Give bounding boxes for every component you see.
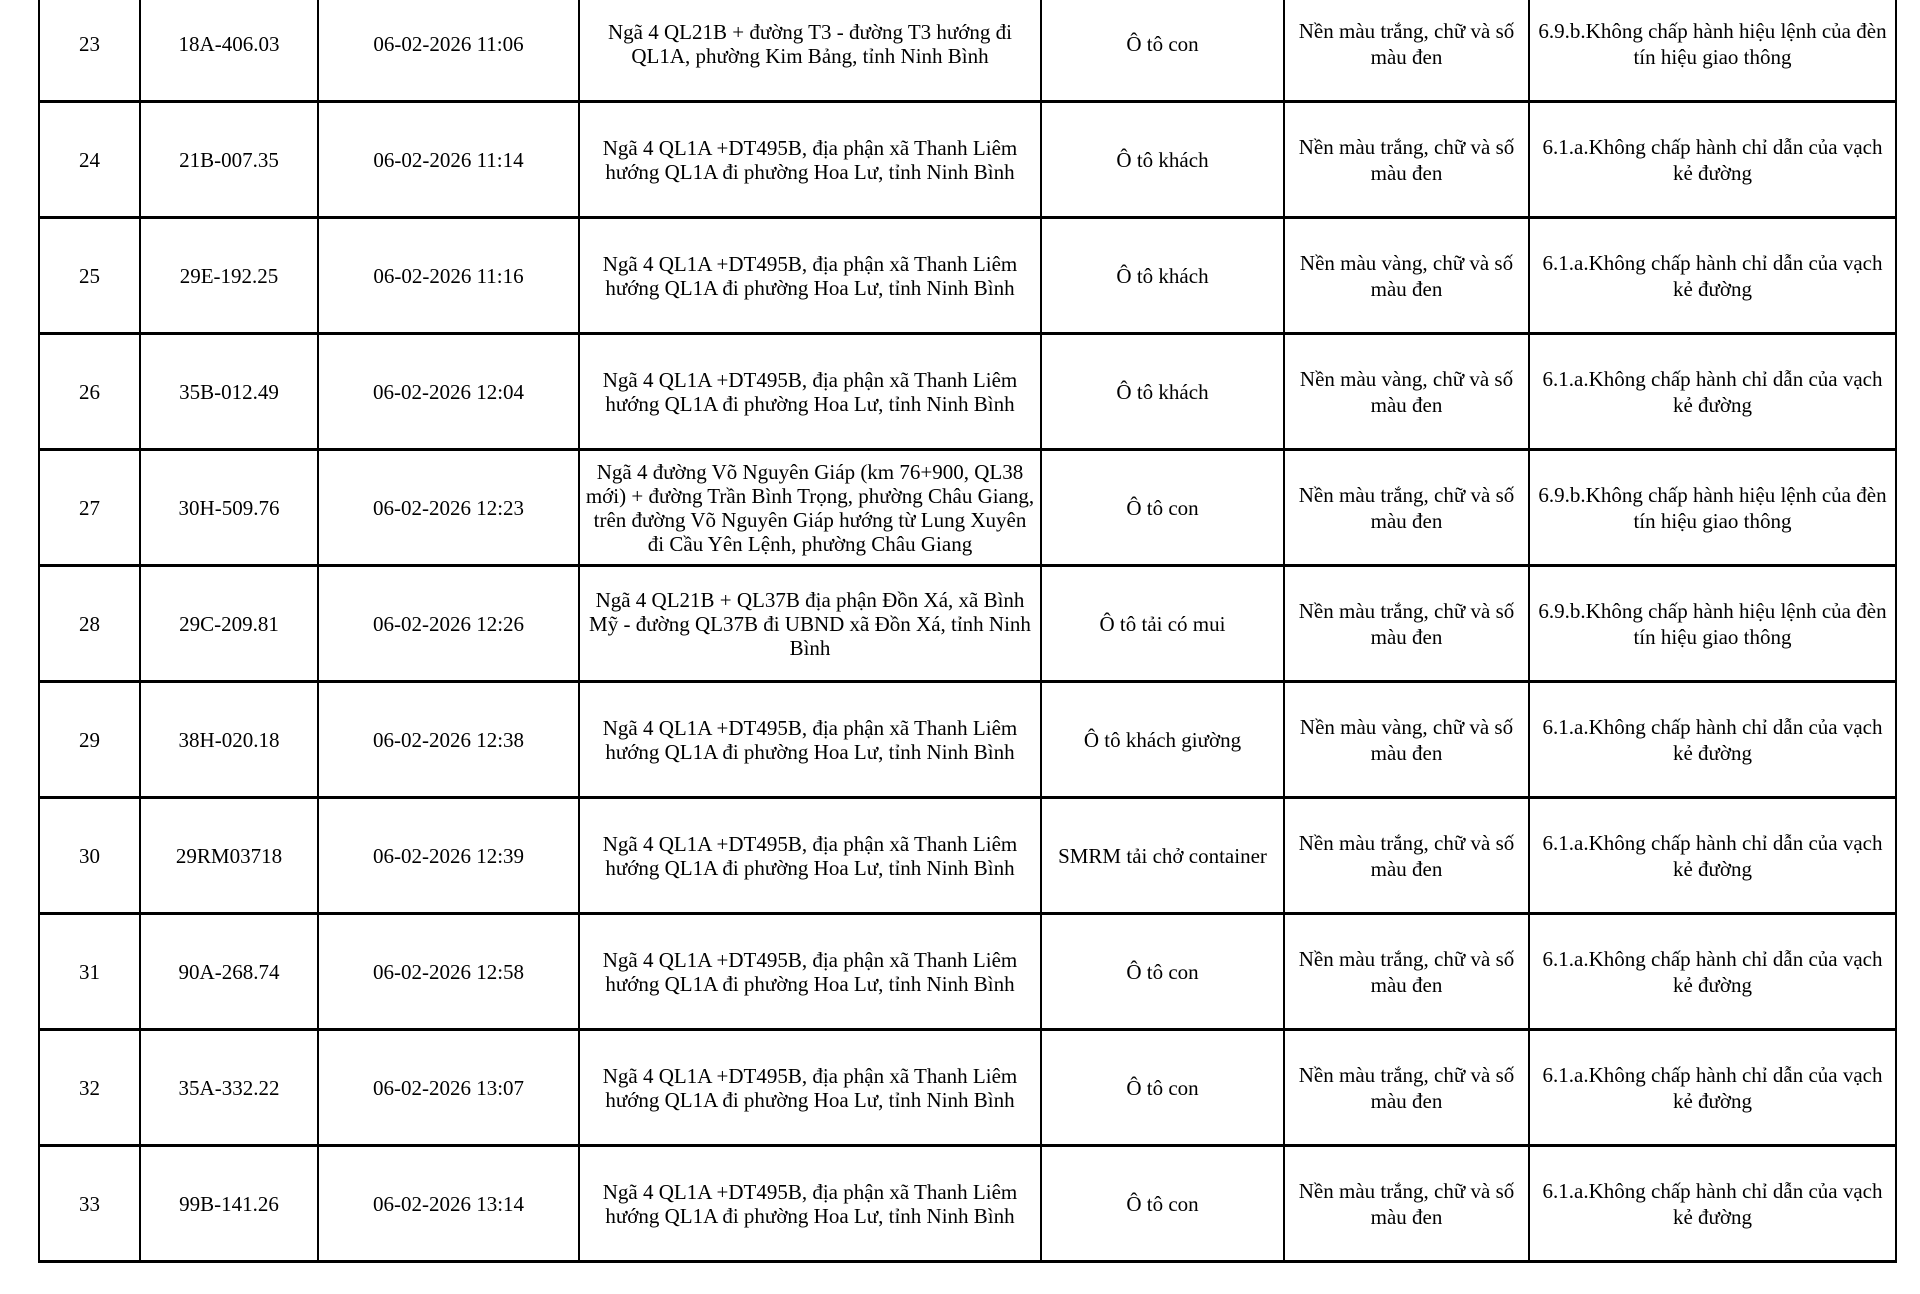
cell-plate-number <box>140 798 318 914</box>
table-row <box>39 0 1896 102</box>
vehicle-type: SMRM tải chở container <box>1058 843 1267 868</box>
vehicle-type: Ô tô con <box>1126 31 1199 56</box>
row-index: 33 <box>79 1191 100 1216</box>
violation-datetime: 06-02-2026 12:26 <box>372 611 525 636</box>
plate-color-description: Nền màu trắng, chữ và số màu đen <box>1298 830 1515 881</box>
cell-location <box>579 450 1041 566</box>
cell-stt <box>39 0 140 102</box>
cell-location <box>579 0 1041 102</box>
violation-datetime: 06-02-2026 12:58 <box>372 959 525 984</box>
cell-vehicle-type <box>1041 914 1284 1030</box>
violation-description: 6.9.b.Không chấp hành hiệu lệnh của đèn tín hiệu giao thông <box>1538 598 1887 649</box>
cell-datetime <box>318 450 579 566</box>
cell-violation <box>1529 682 1896 798</box>
vehicle-type: Ô tô con <box>1126 495 1199 520</box>
vehicle-type: Ô tô con <box>1126 1075 1199 1100</box>
row-index: 28 <box>79 611 100 636</box>
cell-vehicle-type <box>1041 0 1284 102</box>
table-row <box>39 450 1896 566</box>
cell-stt <box>39 334 140 450</box>
plate-number: 35B-012.49 <box>179 379 279 404</box>
violation-datetime: 06-02-2026 13:14 <box>372 1191 525 1216</box>
violation-description: 6.1.a.Không chấp hành chỉ dẫn của vạch kẻ đường <box>1542 366 1883 417</box>
cell-location <box>579 218 1041 334</box>
table-row <box>39 682 1896 798</box>
plate-number: 99B-141.26 <box>179 1191 279 1216</box>
row-index: 24 <box>79 147 100 172</box>
violation-description: 6.9.b.Không chấp hành hiệu lệnh của đèn tín hiệu giao thông <box>1538 18 1887 69</box>
row-index: 23 <box>79 31 100 56</box>
row-index: 27 <box>79 495 100 520</box>
violation-datetime: 06-02-2026 12:39 <box>372 843 525 868</box>
violation-description: 6.1.a.Không chấp hành chỉ dẫn của vạch kẻ đường <box>1542 946 1883 997</box>
cell-violation <box>1529 218 1896 334</box>
violation-location: Ngã 4 QL1A +DT495B, địa phận xã Thanh Liêm hướng QL1A đi phường Hoa Lư, tỉnh Ninh Bình <box>602 1063 1018 1112</box>
plate-number: 38H-020.18 <box>178 727 280 752</box>
cell-plate-number <box>140 102 318 218</box>
cell-plate-number <box>140 218 318 334</box>
cell-vehicle-type <box>1041 102 1284 218</box>
violations-table <box>38 0 1897 1263</box>
violation-description: 6.1.a.Không chấp hành chỉ dẫn của vạch kẻ đường <box>1542 1178 1883 1229</box>
cell-plate-color <box>1284 334 1529 450</box>
violation-datetime: 06-02-2026 12:04 <box>372 379 525 404</box>
violation-location: Ngã 4 đường Võ Nguyên Giáp (km 76+900, QL38 mới) + đường Trần Bình Trọng, phường Châu Giang, trên đường Võ Nguyên Giáp hướng từ Lung Xuyên đi Cầu Yên Lệnh, phường Châu Giang <box>585 459 1035 556</box>
table-row <box>39 102 1896 218</box>
cell-plate-number <box>140 450 318 566</box>
cell-violation <box>1529 798 1896 914</box>
cell-stt <box>39 1030 140 1146</box>
plate-color-description: Nền màu vàng, chữ và số màu đen <box>1299 250 1514 301</box>
cell-vehicle-type <box>1041 566 1284 682</box>
plate-number: 90A-268.74 <box>178 959 280 984</box>
cell-violation <box>1529 334 1896 450</box>
violation-location: Ngã 4 QL1A +DT495B, địa phận xã Thanh Liêm hướng QL1A đi phường Hoa Lư, tỉnh Ninh Bình <box>602 831 1018 880</box>
violation-location: Ngã 4 QL1A +DT495B, địa phận xã Thanh Liêm hướng QL1A đi phường Hoa Lư, tỉnh Ninh Bình <box>602 367 1018 416</box>
vehicle-type: Ô tô khách <box>1116 263 1209 288</box>
cell-location <box>579 682 1041 798</box>
table-row <box>39 566 1896 682</box>
cell-violation <box>1529 1030 1896 1146</box>
cell-violation <box>1529 1146 1896 1262</box>
row-index: 31 <box>79 959 100 984</box>
violation-description: 6.9.b.Không chấp hành hiệu lệnh của đèn tín hiệu giao thông <box>1538 482 1887 533</box>
table-row <box>39 334 1896 450</box>
cell-stt <box>39 798 140 914</box>
violation-datetime: 06-02-2026 12:38 <box>372 727 525 752</box>
cell-plate-number <box>140 1146 318 1262</box>
cell-plate-number <box>140 682 318 798</box>
violation-location: Ngã 4 QL1A +DT495B, địa phận xã Thanh Liêm hướng QL1A đi phường Hoa Lư, tỉnh Ninh Bình <box>602 715 1018 764</box>
plate-number: 29RM03718 <box>175 843 283 868</box>
plate-color-description: Nền màu trắng, chữ và số màu đen <box>1298 598 1515 649</box>
cell-violation <box>1529 0 1896 102</box>
cell-plate-number <box>140 914 318 1030</box>
plate-color-description: Nền màu trắng, chữ và số màu đen <box>1298 1062 1515 1113</box>
cell-stt <box>39 218 140 334</box>
violation-location: Ngã 4 QL1A +DT495B, địa phận xã Thanh Liêm hướng QL1A đi phường Hoa Lư, tỉnh Ninh Bình <box>602 947 1018 996</box>
cell-datetime <box>318 0 579 102</box>
cell-plate-number <box>140 1030 318 1146</box>
vehicle-type: Ô tô khách <box>1116 379 1209 404</box>
cell-plate-color <box>1284 102 1529 218</box>
violation-datetime: 06-02-2026 11:06 <box>373 31 524 56</box>
cell-violation <box>1529 914 1896 1030</box>
table-row <box>39 1146 1896 1262</box>
cell-vehicle-type <box>1041 450 1284 566</box>
cell-violation <box>1529 102 1896 218</box>
cell-plate-number <box>140 566 318 682</box>
vehicle-type: Ô tô khách giường <box>1083 727 1242 752</box>
cell-vehicle-type <box>1041 798 1284 914</box>
cell-plate-color <box>1284 0 1529 102</box>
plate-number: 18A-406.03 <box>178 31 280 56</box>
cell-location <box>579 798 1041 914</box>
cell-datetime <box>318 1030 579 1146</box>
plate-color-description: Nền màu vàng, chữ và số màu đen <box>1299 714 1514 765</box>
vehicle-type: Ô tô con <box>1126 959 1199 984</box>
cell-stt <box>39 102 140 218</box>
violation-location: Ngã 4 QL1A +DT495B, địa phận xã Thanh Liêm hướng QL1A đi phường Hoa Lư, tỉnh Ninh Bình <box>602 251 1018 300</box>
cell-plate-color <box>1284 1146 1529 1262</box>
cell-datetime <box>318 798 579 914</box>
plate-color-description: Nền màu trắng, chữ và số màu đen <box>1298 134 1515 185</box>
violation-datetime: 06-02-2026 12:23 <box>372 495 525 520</box>
cell-vehicle-type <box>1041 218 1284 334</box>
plate-number: 29C-209.81 <box>179 611 279 636</box>
plate-number: 21B-007.35 <box>179 147 279 172</box>
vehicle-type: Ô tô con <box>1126 1191 1199 1216</box>
cell-stt <box>39 566 140 682</box>
vehicle-type: Ô tô khách <box>1116 147 1209 172</box>
cell-plate-color <box>1284 450 1529 566</box>
table-row <box>39 914 1896 1030</box>
cell-stt <box>39 1146 140 1262</box>
plate-number: 29E-192.25 <box>179 263 279 288</box>
violation-datetime: 06-02-2026 11:16 <box>373 263 524 288</box>
plate-color-description: Nền màu trắng, chữ và số màu đen <box>1298 946 1515 997</box>
cell-stt <box>39 914 140 1030</box>
cell-plate-number <box>140 0 318 102</box>
plate-color-description: Nền màu vàng, chữ và số màu đen <box>1299 366 1514 417</box>
row-index: 25 <box>79 263 100 288</box>
table-row <box>39 1030 1896 1146</box>
cell-stt <box>39 450 140 566</box>
plate-color-description: Nền màu trắng, chữ và số màu đen <box>1298 1178 1515 1229</box>
cell-datetime <box>318 1146 579 1262</box>
cell-datetime <box>318 334 579 450</box>
plate-color-description: Nền màu trắng, chữ và số màu đen <box>1298 18 1515 69</box>
cell-plate-number <box>140 334 318 450</box>
cell-location <box>579 1146 1041 1262</box>
table-row <box>39 218 1896 334</box>
cell-location <box>579 914 1041 1030</box>
cell-plate-color <box>1284 1030 1529 1146</box>
cell-datetime <box>318 682 579 798</box>
cell-plate-color <box>1284 218 1529 334</box>
plate-color-description: Nền màu trắng, chữ và số màu đen <box>1298 482 1515 533</box>
cell-location <box>579 102 1041 218</box>
violation-description: 6.1.a.Không chấp hành chỉ dẫn của vạch kẻ đường <box>1542 134 1883 185</box>
cell-stt <box>39 682 140 798</box>
violation-description: 6.1.a.Không chấp hành chỉ dẫn của vạch kẻ đường <box>1542 1062 1883 1113</box>
cell-vehicle-type <box>1041 1146 1284 1262</box>
row-index: 32 <box>79 1075 100 1100</box>
table-row <box>39 798 1896 914</box>
cell-vehicle-type <box>1041 1030 1284 1146</box>
row-index: 30 <box>79 843 100 868</box>
violation-location: Ngã 4 QL21B + QL37B địa phận Đồn Xá, xã Bình Mỹ - đường QL37B đi UBND xã Đồn Xá, tỉnh Ninh Bình <box>589 587 1031 660</box>
row-index: 26 <box>79 379 100 404</box>
cell-plate-color <box>1284 914 1529 1030</box>
cell-location <box>579 334 1041 450</box>
cell-violation <box>1529 450 1896 566</box>
cell-location <box>579 1030 1041 1146</box>
violation-description: 6.1.a.Không chấp hành chỉ dẫn của vạch kẻ đường <box>1542 830 1883 881</box>
cell-datetime <box>318 102 579 218</box>
cell-plate-color <box>1284 566 1529 682</box>
row-index: 29 <box>79 727 100 752</box>
cell-plate-color <box>1284 798 1529 914</box>
violation-location: Ngã 4 QL1A +DT495B, địa phận xã Thanh Liêm hướng QL1A đi phường Hoa Lư, tỉnh Ninh Bình <box>602 135 1018 184</box>
violation-description: 6.1.a.Không chấp hành chỉ dẫn của vạch kẻ đường <box>1542 250 1883 301</box>
plate-number: 30H-509.76 <box>178 495 280 520</box>
cell-datetime <box>318 914 579 1030</box>
cell-vehicle-type <box>1041 334 1284 450</box>
violation-location: Ngã 4 QL1A +DT495B, địa phận xã Thanh Liêm hướng QL1A đi phường Hoa Lư, tỉnh Ninh Bình <box>602 1179 1018 1228</box>
violation-datetime: 06-02-2026 11:14 <box>373 147 524 172</box>
violation-datetime: 06-02-2026 13:07 <box>372 1075 525 1100</box>
violation-description: 6.1.a.Không chấp hành chỉ dẫn của vạch kẻ đường <box>1542 714 1883 765</box>
cell-datetime <box>318 566 579 682</box>
cell-violation <box>1529 566 1896 682</box>
vehicle-type: Ô tô tải có mui <box>1099 611 1226 636</box>
violation-location: Ngã 4 QL21B + đường T3 - đường T3 hướng đi QL1A, phường Kim Bảng, tỉnh Ninh Bình <box>607 19 1012 68</box>
cell-datetime <box>318 218 579 334</box>
cell-vehicle-type <box>1041 682 1284 798</box>
plate-number: 35A-332.22 <box>178 1075 280 1100</box>
cell-plate-color <box>1284 682 1529 798</box>
cell-location <box>579 566 1041 682</box>
